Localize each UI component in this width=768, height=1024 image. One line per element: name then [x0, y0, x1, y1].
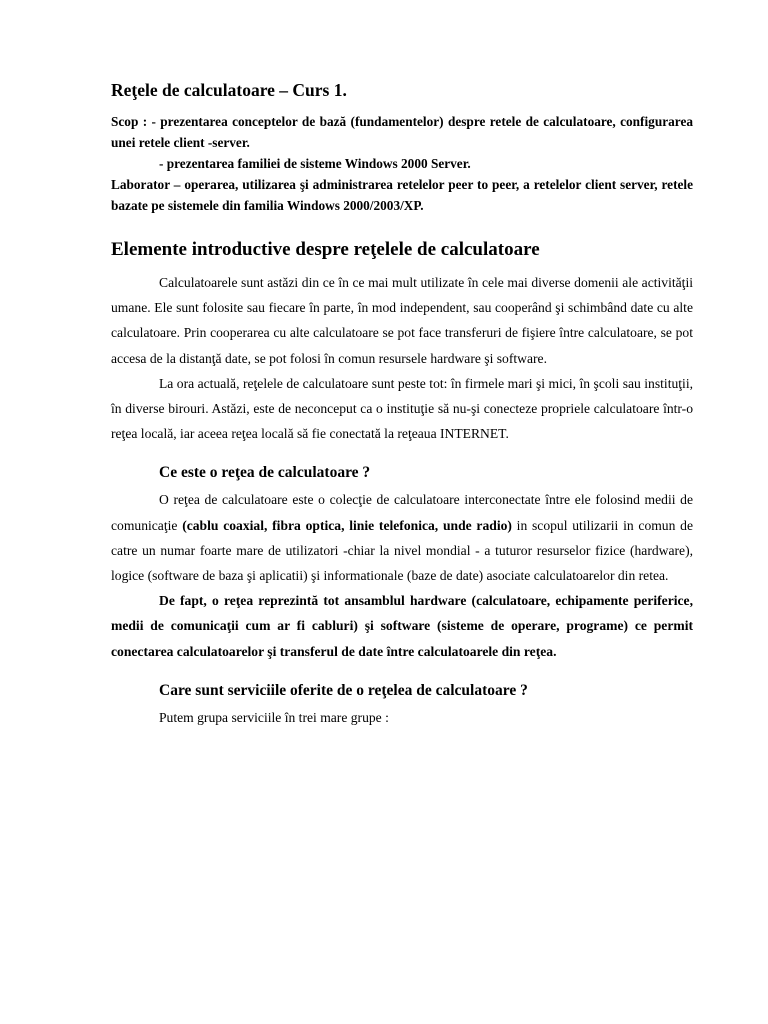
paragraph-network-definition	[111, 487, 693, 588]
laboratory-text: Laborator – operarea, utilizarea şi administrarea retelelor peer to peer, a retelelor client server, retele bazate pe sistemele din familia Windows 2000/2003/XP.	[111, 177, 693, 213]
paragraph-network-ensemble: De fapt, o reţea reprezintă tot ansamblul hardware (calculatoare, echipamente periferice, medii de comunicaţii cum ar fi cabluri) şi software (sisteme de operare, programe) ce permit conectarea calculatoarelor şi transferul de date între calculatoarele din reţea.	[111, 593, 693, 659]
paragraph-computers-usage: Calculatoarele sunt astăzi din ce în ce mai mult utilizate în cele mai diverse domenii ale activităţii umane. Ele sunt folosite sau fiecare în parte, în mod independent, sau cooperând şi schimbând date cu alte calculatoare. Prin cooperarea cu alte calculatoare se pot face transferuri de fişiere între calculatoare, se pot accesa de la distanţă date, se pot folosi în comun resursele hardware şi software.	[111, 275, 693, 366]
section-heading-introduction: Elemente introductive despre reţelele de calculatoare	[111, 239, 540, 260]
definition-text-end: in scopul utilizarii in comun de catre un numar foarte mare de utilizatori -chiar la nivel mondial - a tuturor resurselor fizice (hardware), logice (software de baza şi aplicatii) şi informationale (baze de date) asociate calculatoarelor din retea.	[111, 517, 693, 584]
scope-line-1: Scop : - prezentarea conceptelor de bază (fundamentelor) despre retele de calculatoare, configurarea unei retele client -server.	[111, 114, 693, 150]
scope-block	[111, 111, 693, 216]
document-content	[111, 78, 693, 730]
section-heading-what-is-network: Ce este o reţea de calculatoare ?	[159, 464, 371, 482]
paragraph-service-groups: Putem grupa serviciile în trei mare grupe :	[159, 709, 389, 725]
definition-media-list: (cablu coaxial, fibra optica, linie telefonica, unde radio)	[182, 517, 512, 533]
page-title: Reţele de calculatoare – Curs 1.	[111, 80, 347, 100]
definition-text-start: O reţea de calculatoare este o colecţie de calculatoare interconectate între ele folosind medii de comunicaţie	[111, 492, 693, 533]
paragraph-networks-everywhere: La ora actuală, reţelele de calculatoare sunt peste tot: în firmele mari şi mici, în şcoli sau instituţii, în diverse birouri. Astăzi, este de neconceput ca o instituţie să nu-şi conecteze propriele calculatoare într-o reţea locală, iar aceea reţea locală să fie conectată la reţeaua INTERNET.	[111, 375, 693, 442]
section-heading-network-services: Care sunt serviciile oferite de o reţelea de calculatoare ?	[159, 681, 528, 699]
scope-line-2: - prezentarea familiei de sisteme Windows 2000 Server.	[159, 156, 471, 171]
